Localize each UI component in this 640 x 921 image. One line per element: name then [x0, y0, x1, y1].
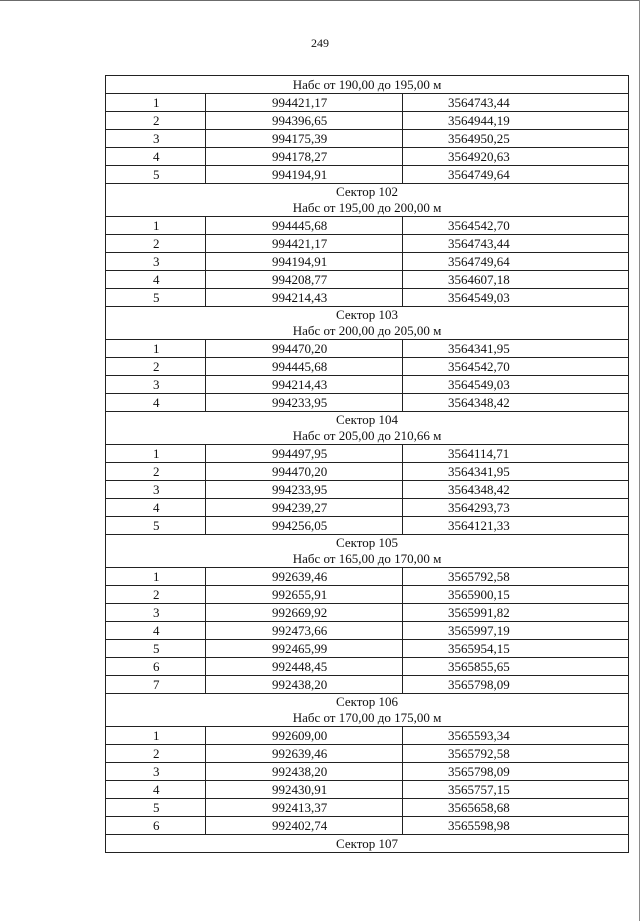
sector-header-row [106, 694, 629, 727]
table-row [106, 658, 629, 676]
height-range-label: Набс от 205,00 до 210,66 м [292, 428, 442, 443]
point-number-cell: 4 [106, 271, 206, 289]
height-range-label: Набс от 190,00 до 195,00 м [292, 76, 442, 92]
table-row [106, 586, 629, 604]
point-number-cell: 2 [106, 358, 206, 376]
x-coordinate-cell: 994470,20 [206, 463, 403, 481]
y-coordinate-cell: 3565798,09 [403, 676, 629, 694]
sector-title: Сектор 103 [336, 307, 399, 322]
y-coordinate-cell: 3565658,68 [403, 799, 629, 817]
page-edge-top [0, 0, 640, 1]
x-coordinate-cell: 994445,68 [206, 358, 403, 376]
coordinates-table-body [106, 76, 629, 853]
x-coordinate-cell: 992655,91 [206, 586, 403, 604]
sector-header-cell [106, 412, 629, 445]
x-coordinate-cell: 992465,99 [206, 640, 403, 658]
table-row [106, 817, 629, 835]
y-coordinate-cell: 3565954,15 [403, 640, 629, 658]
table-row [106, 781, 629, 799]
y-coordinate-cell: 3564341,95 [403, 463, 629, 481]
x-coordinate-cell: 994233,95 [206, 481, 403, 499]
point-number-cell: 3 [106, 376, 206, 394]
table-row [106, 358, 629, 376]
point-number-cell: 4 [106, 499, 206, 517]
y-coordinate-cell: 3565798,09 [403, 763, 629, 781]
y-coordinate-cell: 3565997,19 [403, 622, 629, 640]
sector-header-cell [106, 535, 629, 568]
point-number-cell: 1 [106, 94, 206, 112]
sector-header-row [106, 412, 629, 445]
y-coordinate-cell: 3564749,64 [403, 166, 629, 184]
x-coordinate-cell: 992639,46 [206, 568, 403, 586]
x-coordinate-cell: 992473,66 [206, 622, 403, 640]
point-number-cell: 3 [106, 253, 206, 271]
table-row [106, 166, 629, 184]
y-coordinate-cell: 3564920,63 [403, 148, 629, 166]
x-coordinate-cell: 994233,95 [206, 394, 403, 412]
x-coordinate-cell: 994194,91 [206, 253, 403, 271]
height-range-label: Сектор 107 [336, 835, 399, 851]
table-row [106, 289, 629, 307]
coordinates-table [105, 75, 629, 853]
x-coordinate-cell: 994396,65 [206, 112, 403, 130]
x-coordinate-cell: 994178,27 [206, 148, 403, 166]
page-number: 249 [311, 36, 329, 50]
x-coordinate-cell: 994470,20 [206, 340, 403, 358]
y-coordinate-cell: 3564743,44 [403, 235, 629, 253]
point-number-cell: 3 [106, 763, 206, 781]
y-coordinate-cell: 3564743,44 [403, 94, 629, 112]
table-row [106, 676, 629, 694]
y-coordinate-cell: 3564607,18 [403, 271, 629, 289]
point-number-cell: 5 [106, 640, 206, 658]
point-number-cell: 6 [106, 817, 206, 835]
y-coordinate-cell: 3564341,95 [403, 340, 629, 358]
y-coordinate-cell: 3564542,70 [403, 217, 629, 235]
sector-title: Сектор 102 [336, 184, 399, 199]
sector-header-row [106, 835, 629, 853]
table-row [106, 727, 629, 745]
point-number-cell: 4 [106, 781, 206, 799]
y-coordinate-cell: 3564293,73 [403, 499, 629, 517]
y-coordinate-cell: 3564549,03 [403, 376, 629, 394]
y-coordinate-cell: 3565598,98 [403, 817, 629, 835]
table-row [106, 481, 629, 499]
sector-header-row [106, 535, 629, 568]
table-row [106, 130, 629, 148]
x-coordinate-cell: 992438,20 [206, 763, 403, 781]
x-coordinate-cell: 994421,17 [206, 235, 403, 253]
point-number-cell: 5 [106, 517, 206, 535]
point-number-cell: 2 [106, 235, 206, 253]
table-row [106, 253, 629, 271]
sector-title: Сектор 106 [336, 694, 399, 709]
point-number-cell: 1 [106, 727, 206, 745]
table-row [106, 622, 629, 640]
height-range-label: Набс от 165,00 до 170,00 м [292, 551, 442, 566]
table-row [106, 217, 629, 235]
x-coordinate-cell: 992448,45 [206, 658, 403, 676]
height-range-label: Набс от 195,00 до 200,00 м [292, 200, 442, 215]
point-number-cell: 2 [106, 112, 206, 130]
point-number-cell: 1 [106, 217, 206, 235]
sector-header-cell [106, 307, 629, 340]
x-coordinate-cell: 992413,37 [206, 799, 403, 817]
x-coordinate-cell: 992669,92 [206, 604, 403, 622]
sector-title: Сектор 104 [336, 412, 399, 427]
x-coordinate-cell: 992438,20 [206, 676, 403, 694]
point-number-cell: 4 [106, 394, 206, 412]
y-coordinate-cell: 3565757,15 [403, 781, 629, 799]
sector-header-cell [106, 184, 629, 217]
y-coordinate-cell: 3564121,33 [403, 517, 629, 535]
point-number-cell: 2 [106, 586, 206, 604]
x-coordinate-cell: 994175,39 [206, 130, 403, 148]
table-row [106, 376, 629, 394]
x-coordinate-cell: 994256,05 [206, 517, 403, 535]
height-range-label: Набс от 170,00 до 175,00 м [292, 710, 442, 725]
table-row [106, 235, 629, 253]
point-number-cell: 3 [106, 604, 206, 622]
y-coordinate-cell: 3564749,64 [403, 253, 629, 271]
x-coordinate-cell: 994214,43 [206, 289, 403, 307]
table-row [106, 763, 629, 781]
point-number-cell: 4 [106, 622, 206, 640]
table-row [106, 340, 629, 358]
sector-header-cell [106, 694, 629, 727]
table-row [106, 517, 629, 535]
point-number-cell: 3 [106, 481, 206, 499]
table-row [106, 94, 629, 112]
y-coordinate-cell: 3565792,58 [403, 745, 629, 763]
point-number-cell: 3 [106, 130, 206, 148]
height-range-label: Набс от 200,00 до 205,00 м [292, 323, 442, 338]
y-coordinate-cell: 3564549,03 [403, 289, 629, 307]
table-row [106, 745, 629, 763]
sector-header-row [106, 307, 629, 340]
x-coordinate-cell: 994421,17 [206, 94, 403, 112]
point-number-cell: 1 [106, 445, 206, 463]
sector-title: Сектор 105 [336, 535, 399, 550]
x-coordinate-cell: 992430,91 [206, 781, 403, 799]
x-coordinate-cell: 994194,91 [206, 166, 403, 184]
x-coordinate-cell: 992609,00 [206, 727, 403, 745]
table-row [106, 148, 629, 166]
point-number-cell: 4 [106, 148, 206, 166]
y-coordinate-cell: 3565792,58 [403, 568, 629, 586]
y-coordinate-cell: 3565991,82 [403, 604, 629, 622]
point-number-cell: 2 [106, 463, 206, 481]
table-row [106, 394, 629, 412]
point-number-cell: 1 [106, 340, 206, 358]
x-coordinate-cell: 994214,43 [206, 376, 403, 394]
x-coordinate-cell: 994445,68 [206, 217, 403, 235]
table-row [106, 799, 629, 817]
point-number-cell: 7 [106, 676, 206, 694]
sector-header-row [106, 184, 629, 217]
table-row [106, 568, 629, 586]
table-row [106, 112, 629, 130]
point-number-cell: 1 [106, 568, 206, 586]
y-coordinate-cell: 3564542,70 [403, 358, 629, 376]
point-number-cell: 5 [106, 289, 206, 307]
y-coordinate-cell: 3565900,15 [403, 586, 629, 604]
table-row [106, 604, 629, 622]
y-coordinate-cell: 3564114,71 [403, 445, 629, 463]
sector-header-row [106, 76, 629, 94]
point-number-cell: 5 [106, 166, 206, 184]
x-coordinate-cell: 994497,95 [206, 445, 403, 463]
table-row [106, 445, 629, 463]
y-coordinate-cell: 3564944,19 [403, 112, 629, 130]
sector-header-cell [106, 76, 629, 94]
x-coordinate-cell: 994239,27 [206, 499, 403, 517]
table-row [106, 640, 629, 658]
y-coordinate-cell: 3564950,25 [403, 130, 629, 148]
x-coordinate-cell: 994208,77 [206, 271, 403, 289]
table-row [106, 463, 629, 481]
y-coordinate-cell: 3564348,42 [403, 481, 629, 499]
x-coordinate-cell: 992402,74 [206, 817, 403, 835]
x-coordinate-cell: 992639,46 [206, 745, 403, 763]
table-row [106, 271, 629, 289]
y-coordinate-cell: 3564348,42 [403, 394, 629, 412]
point-number-cell: 5 [106, 799, 206, 817]
sector-header-cell [106, 835, 629, 853]
point-number-cell: 2 [106, 745, 206, 763]
y-coordinate-cell: 3565855,65 [403, 658, 629, 676]
y-coordinate-cell: 3565593,34 [403, 727, 629, 745]
table-row [106, 499, 629, 517]
point-number-cell: 6 [106, 658, 206, 676]
